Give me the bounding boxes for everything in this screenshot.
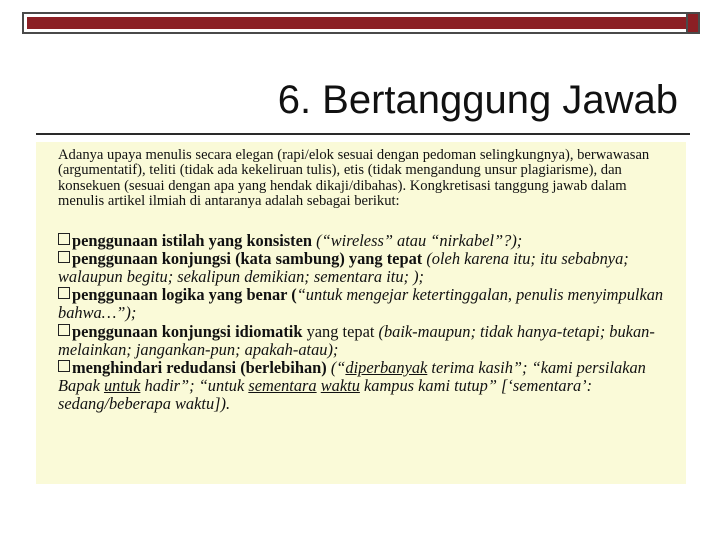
item-bold-text: penggunaan konjungsi (kata sambung) yang tepat <box>72 248 423 268</box>
top-decor-band <box>27 17 695 29</box>
item-italic-text: (“wireless” atau “nirkabel”?); <box>312 230 523 250</box>
top-decor-bar <box>22 12 700 34</box>
item-list <box>58 232 676 414</box>
title-divider <box>36 133 690 135</box>
list-item <box>58 286 676 322</box>
list-item <box>58 323 676 359</box>
list-item <box>58 359 676 414</box>
list-item <box>58 232 676 250</box>
underlined-word: diperbanyak <box>345 358 428 378</box>
item-bold-text: penggunaan logika yang benar ( <box>72 285 297 305</box>
item-italic-text: (baik-maupun; tidak hanya-tetapi; bukan-melainkan; jangankan-pun; apakah-atau); <box>58 321 655 359</box>
checkbox-bullet-icon <box>58 360 70 372</box>
checkbox-bullet-icon <box>58 251 70 263</box>
checkbox-bullet-icon <box>58 324 70 336</box>
item-italic-text: (oleh karena itu; itu sebabnya; walaupun begitu; sekalipun demikian; sementara itu; ); <box>58 248 629 287</box>
item-italic-text: “untuk mengejar ketertinggalan, penulis menyimpulkan bahwa…”); <box>58 285 664 323</box>
checkbox-bullet-icon <box>58 233 70 245</box>
underlined-word: waktu <box>320 376 360 396</box>
item-italic-text: hadir”; “untuk <box>140 376 249 396</box>
item-plain-text: yang tepat <box>302 321 379 341</box>
item-bold-text: menghindari redudansi (berlebihan) <box>72 358 327 378</box>
item-italic-text: kampus kami tutup” [‘sementara’: sedang/beberapa waktu]). <box>58 376 593 414</box>
item-italic-text: terima kasih”; “kami persilakan Bapak <box>58 358 646 396</box>
top-decor-corner <box>686 12 700 34</box>
item-bold-text: penggunaan istilah yang konsisten <box>72 230 313 250</box>
slide-title: 6. Bertanggung Jawab <box>277 78 678 122</box>
checkbox-bullet-icon <box>58 287 70 299</box>
list-item <box>58 250 676 286</box>
slide-content <box>36 142 686 484</box>
intro-paragraph: Adanya upaya menulis secara elegan (rapi/elok sesuai dengan pedoman selingkungnya), berwawasan (argumentatif), teliti (tidak ada kekeliruan tulis), etis (tidak mengandung unsur plagiarisme), dan konsekuen (sesuai dengan apa yang hendak dikaji/dibahas). Kongkretisasi tanggung jawab dalam menulis artikel ilmiah di antaranya adalah sebagai berikut: <box>58 147 650 210</box>
item-italic-text: (“ <box>326 358 346 378</box>
item-bold-text: penggunaan konjungsi idiomatik <box>72 321 303 341</box>
underlined-word: sementara <box>248 376 317 396</box>
underlined-word: untuk <box>103 376 141 396</box>
